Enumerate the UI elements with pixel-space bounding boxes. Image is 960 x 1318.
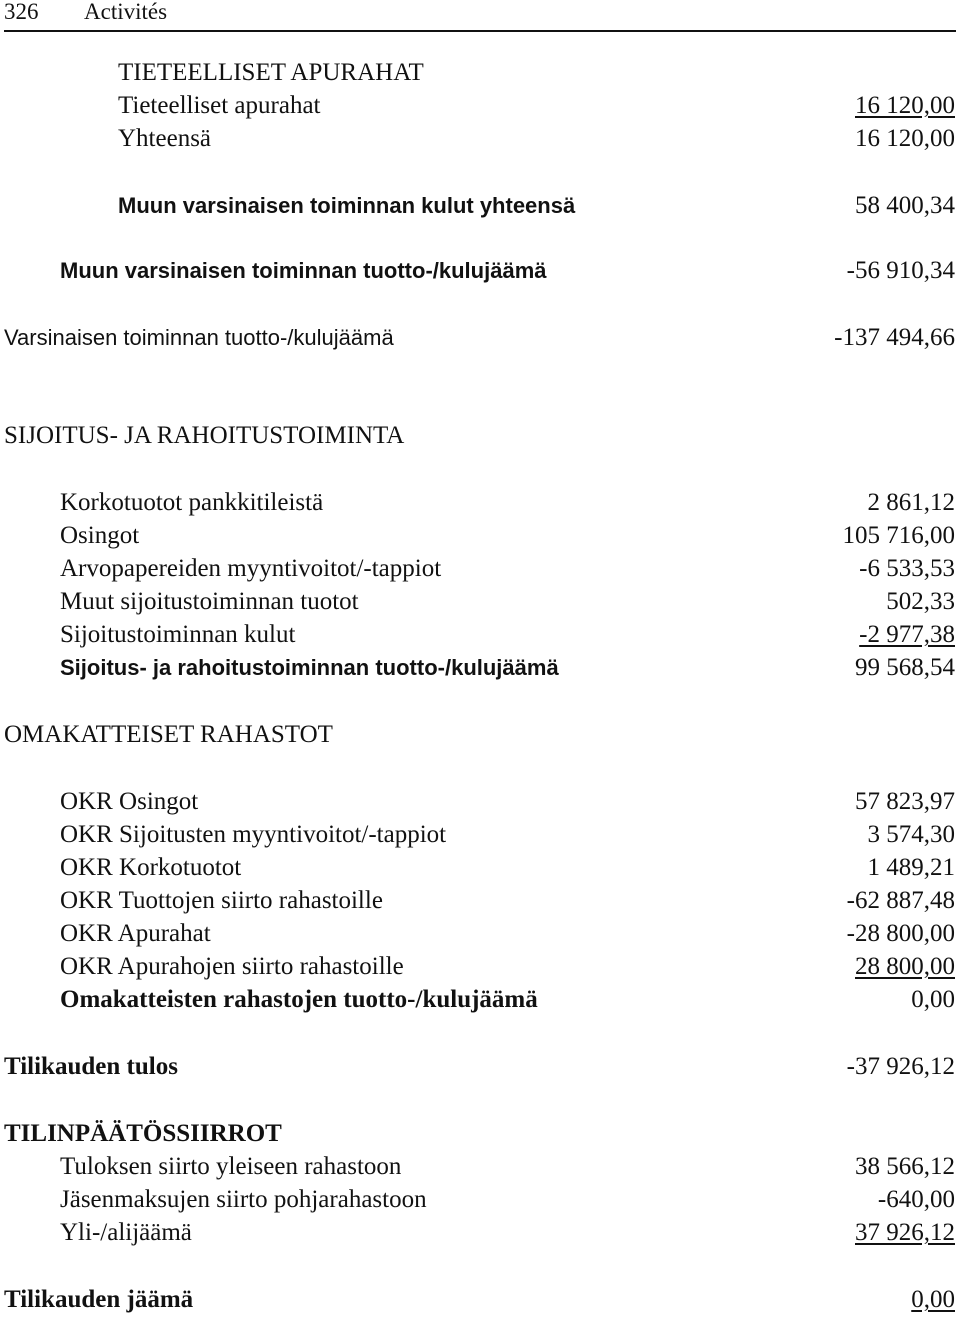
scientific-total-value: 16 120,00 bbox=[855, 125, 955, 152]
investment-total-row bbox=[0, 653, 960, 683]
funds-total-value: 0,00 bbox=[911, 986, 955, 1013]
closing-item-value: -640,00 bbox=[877, 1186, 955, 1213]
main-activity-result-row bbox=[0, 323, 960, 353]
scientific-total-row bbox=[0, 124, 960, 154]
funds-item-value: 1 489,21 bbox=[867, 854, 955, 881]
scientific-grants-row bbox=[0, 91, 960, 121]
funds-row bbox=[0, 820, 960, 850]
investment-row bbox=[0, 554, 960, 584]
period-result-label: Tilikauden tulos bbox=[4, 1053, 178, 1080]
other-activity-result-row bbox=[0, 256, 960, 286]
scientific-grants-value: 16 120,00 bbox=[855, 92, 955, 119]
investment-heading: SIJOITUS- JA RAHOITUSTOIMINTA bbox=[4, 422, 405, 449]
funds-item-value: -28 800,00 bbox=[846, 920, 955, 947]
investment-row bbox=[0, 587, 960, 617]
funds-item-value: 28 800,00 bbox=[855, 953, 955, 980]
investment-row bbox=[0, 521, 960, 551]
closing-row bbox=[0, 1185, 960, 1215]
closing-row bbox=[0, 1218, 960, 1248]
period-balance-label: Tilikauden jäämä bbox=[4, 1286, 194, 1313]
funds-row bbox=[0, 886, 960, 916]
closing-heading-row bbox=[0, 1119, 960, 1149]
funds-row bbox=[0, 853, 960, 883]
investment-item-value: 502,33 bbox=[886, 588, 955, 615]
other-costs-total-value: 58 400,34 bbox=[855, 192, 955, 219]
page-header bbox=[4, 0, 956, 32]
investment-row bbox=[0, 488, 960, 518]
investment-item-label: Sijoitustoiminnan kulut bbox=[60, 621, 296, 648]
investment-item-value: 2 861,12 bbox=[867, 489, 955, 516]
investment-item-value: 105 716,00 bbox=[842, 522, 955, 549]
period-balance-row bbox=[0, 1285, 960, 1315]
closing-row bbox=[0, 1152, 960, 1182]
funds-item-value: 3 574,30 bbox=[867, 821, 955, 848]
funds-heading: OMAKATTEISET RAHASTOT bbox=[4, 721, 333, 748]
scientific-grants-heading: TIETEELLISET APURAHAT bbox=[118, 59, 424, 86]
other-costs-total-row bbox=[0, 191, 960, 221]
period-result-row bbox=[0, 1052, 960, 1082]
funds-total-row bbox=[0, 985, 960, 1015]
investment-total-label: Sijoitus- ja rahoitustoiminnan tuotto-/kulujäämä bbox=[60, 655, 559, 680]
closing-item-label: Yli-/alijäämä bbox=[60, 1219, 192, 1246]
funds-item-label: OKR Osingot bbox=[60, 788, 199, 815]
funds-item-value: -62 887,48 bbox=[846, 887, 955, 914]
closing-item-label: Jäsenmaksujen siirto pohjarahastoon bbox=[60, 1186, 427, 1213]
scientific-total-label: Yhteensä bbox=[118, 125, 212, 152]
investment-total-value: 99 568,54 bbox=[855, 654, 955, 681]
funds-item-label: OKR Korkotuotot bbox=[60, 854, 242, 881]
main-activity-result-label: Varsinaisen toiminnan tuotto-/kulujäämä bbox=[4, 325, 394, 350]
funds-item-label: OKR Sijoitusten myyntivoitot/-tappiot bbox=[60, 821, 447, 848]
main-activity-result-value: -137 494,66 bbox=[834, 324, 955, 351]
other-activity-result-label: Muun varsinaisen toiminnan tuotto-/kulujäämä bbox=[60, 258, 547, 283]
funds-item-label: OKR Tuottojen siirto rahastoille bbox=[60, 887, 383, 914]
funds-row bbox=[0, 787, 960, 817]
period-result-value: -37 926,12 bbox=[846, 1053, 955, 1080]
funds-row bbox=[0, 919, 960, 949]
section-title: Activités bbox=[84, 0, 168, 24]
funds-item-value: 57 823,97 bbox=[855, 788, 955, 815]
funds-row bbox=[0, 952, 960, 982]
investment-item-label: Osingot bbox=[60, 522, 140, 549]
funds-total-label: Omakatteisten rahastojen tuotto-/kulujäämä bbox=[60, 986, 538, 1013]
investment-row bbox=[0, 620, 960, 650]
investment-item-label: Muut sijoitustoiminnan tuotot bbox=[60, 588, 359, 615]
other-activity-result-value: -56 910,34 bbox=[846, 257, 955, 284]
page-number: 326 bbox=[4, 0, 39, 24]
scientific-grants-heading-row bbox=[0, 58, 960, 88]
investment-item-label: Korkotuotot pankkitileistä bbox=[60, 489, 324, 516]
closing-heading: TILINPÄÄTÖSSIIRROT bbox=[4, 1120, 282, 1147]
period-balance-value: 0,00 bbox=[911, 1286, 955, 1313]
investment-heading-row bbox=[0, 421, 960, 451]
investment-item-label: Arvopapereiden myyntivoitot/-tappiot bbox=[60, 555, 442, 582]
closing-item-value: 37 926,12 bbox=[855, 1219, 955, 1246]
scientific-grants-label: Tieteelliset apurahat bbox=[118, 92, 321, 119]
closing-item-value: 38 566,12 bbox=[855, 1153, 955, 1180]
investment-item-value: -6 533,53 bbox=[859, 555, 955, 582]
funds-heading-row bbox=[0, 720, 960, 750]
other-costs-total-label: Muun varsinaisen toiminnan kulut yhteensä bbox=[118, 193, 576, 218]
closing-item-label: Tuloksen siirto yleiseen rahastoon bbox=[60, 1153, 402, 1180]
investment-item-value: -2 977,38 bbox=[859, 621, 955, 648]
funds-item-label: OKR Apurahat bbox=[60, 920, 211, 947]
funds-item-label: OKR Apurahojen siirto rahastoille bbox=[60, 953, 404, 980]
